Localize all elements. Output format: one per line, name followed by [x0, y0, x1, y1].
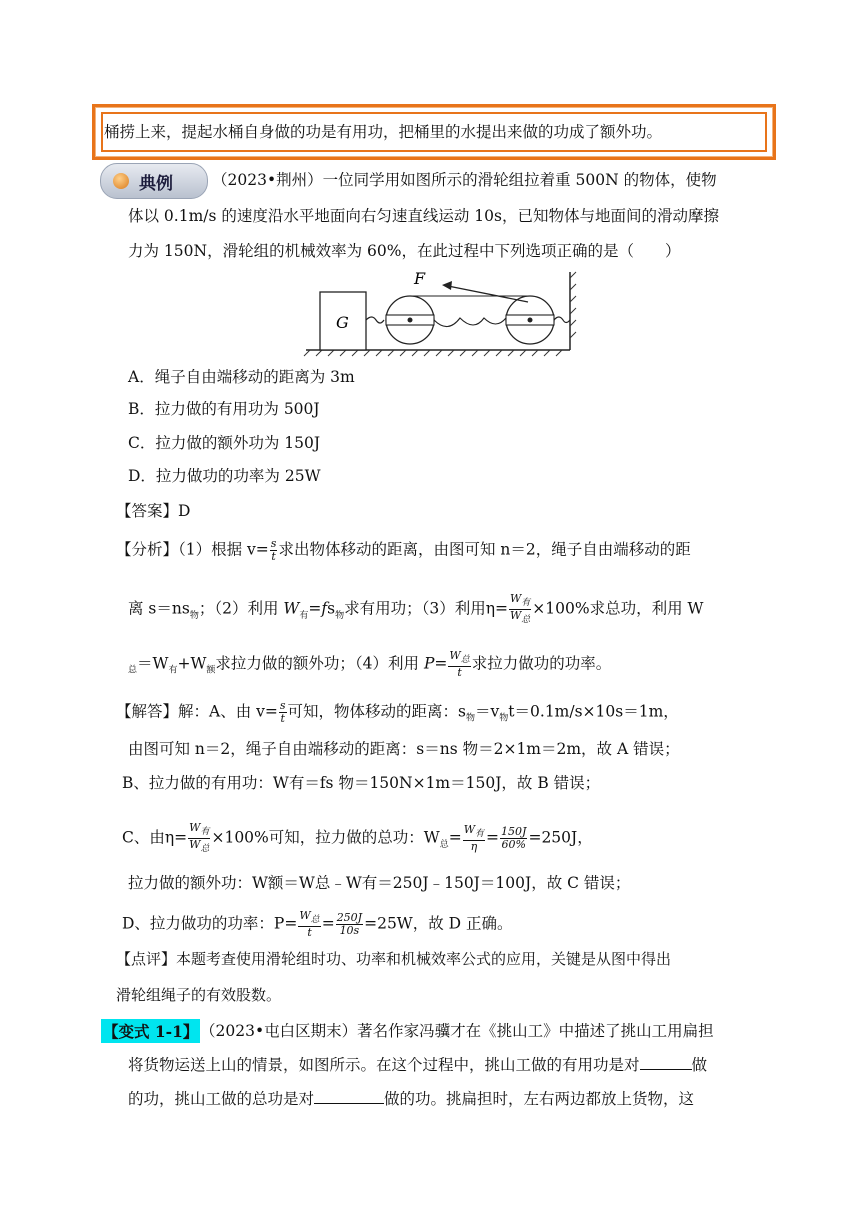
variant-line-3: 的功，挑山工做的总功是对 做的功。挑扁担时，左右两边都放上货物，这: [128, 1090, 695, 1108]
pulley-figure: [302, 268, 582, 358]
solution-line-3: B、拉力做的有用功：W有＝fs 物＝150N×1m＝150J，故 B 错误；: [122, 774, 601, 792]
variant-line-1: （2023•屯白区期末）著名作家冯骥才在《挑山工》中描述了挑山工用扁担: [200, 1022, 714, 1040]
solution-line-1: 【解答】解：A、由 v= $\frac{s}{t}$ 可知，物体移动的距离：$s_物=v_物t=0.1m/s\times 10s=1m$，: [116, 699, 679, 725]
option-b: B．拉力做的有用功为 500J: [128, 400, 320, 418]
analysis-line-2: 离 $s=ns_物$；（2）利用 $W_有=fs_物$求有用功；（3）利用η= $\frac{W_有}{W_总}$ ×100%求总功，利用 W: [128, 592, 704, 626]
option-d: D．拉力做功的功率为 25W: [128, 467, 321, 485]
analysis-line-3: $_总=W_有+W_额$求拉力做的额外功；（4）利用 P= $\frac{W_总}{t}$ 求拉力做功的功率。: [128, 649, 612, 680]
option-c: C．拉力做的额外功为 150J: [128, 434, 321, 452]
solution-line-4: C、由η= $\frac{W_有}{W_总}$ ×100%可知，拉力做的总功：$W_总=$ $\frac{W_有}{\eta}$ = $\frac{150J}{60\%}$ =250J，: [122, 821, 593, 855]
highlight-text: 桶捞上来，提起水桶自身做的功是有用功，把桶里的水提出来做的功成了额外功。: [104, 123, 663, 141]
blank-1[interactable]: [640, 1069, 692, 1070]
review-line-1: 【点评】本题考查使用滑轮组时功、功率和机械效率公式的应用，关键是从图中得出: [116, 950, 672, 968]
example-badge-label: 典例: [139, 174, 173, 194]
force-label: F: [414, 269, 426, 288]
answer-line: 【答案】D: [116, 502, 191, 520]
question-stem-line-2: 体以 0.1m/s 的速度沿水平地面向右匀速直线运动 10s，已知物体与地面间的滑动摩擦: [128, 207, 719, 225]
solution-line-5: 拉力做的额外功：W额＝W总﹣W有＝250J﹣150J＝100J，故 C 错误；: [128, 874, 631, 892]
analysis-line-1: 【分析】（1）根据 v= $\frac{s}{t}$ 求出物体移动的距离，由图可知 n＝2，绳子自由端移动的距: [116, 537, 691, 563]
bullet-icon: [113, 173, 129, 189]
variant-line-2: 将货物运送上山的情景，如图所示。在这个过程中，挑山工做的有用功是对 做: [128, 1056, 708, 1074]
question-stem-line-1: （2023•荆州）一位同学用如图所示的滑轮组拉着重 500N 的物体，使物: [212, 171, 717, 189]
variant-tag: 【变式 1-1】: [101, 1019, 200, 1043]
solution-line-2: 由图可知 n＝2，绳子自由端移动的距离：s＝ns 物＝2×1m＝2m，故 A 错误；: [128, 740, 680, 758]
solution-line-6: D、拉力做功的功率：P= $\frac{W_总}{t}$ = $\frac{250J}{10s}$ =25W，故 D 正确。: [122, 909, 513, 940]
blank-2[interactable]: [314, 1103, 384, 1104]
option-a: A．绳子自由端移动的距离为 3m: [128, 368, 355, 386]
block-label: G: [336, 313, 349, 332]
question-stem-line-3: 力为 150N，滑轮组的机械效率为 60%，在此过程中下列选项正确的是（ ）: [128, 242, 681, 260]
review-line-2: 滑轮组绳子的有效股数。: [116, 986, 282, 1004]
example-badge: [100, 163, 208, 199]
